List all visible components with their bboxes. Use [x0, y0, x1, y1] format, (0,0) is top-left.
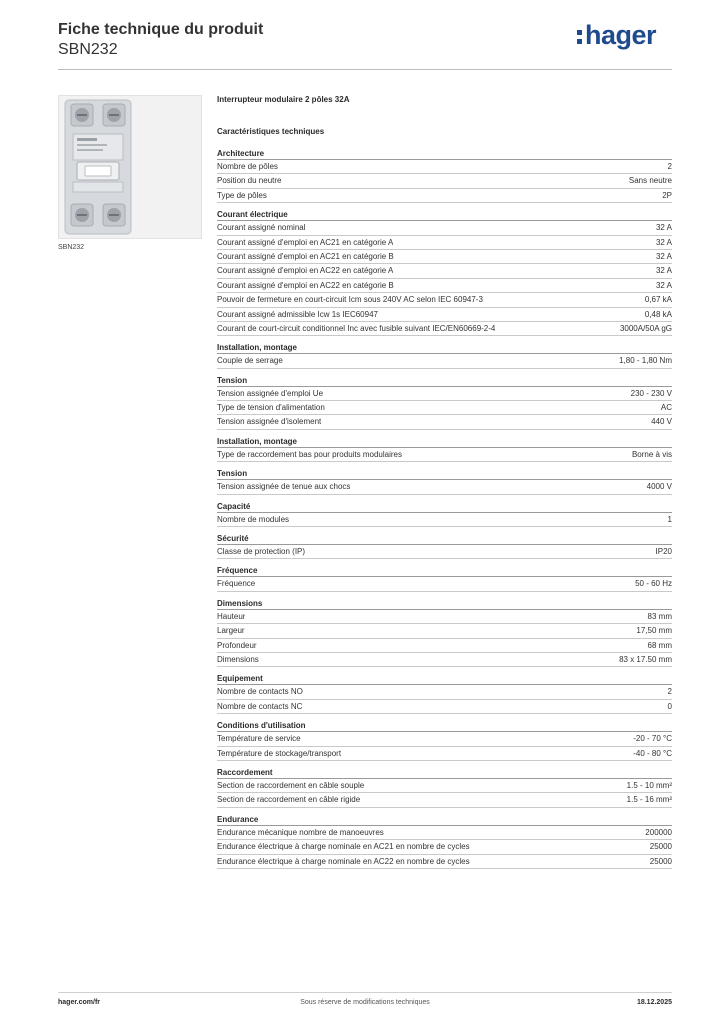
spec-row — [217, 624, 672, 638]
spec-value: 17,50 mm — [636, 626, 672, 636]
spec-value: 1.5 - 10 mm² — [626, 780, 672, 790]
spec-section — [217, 375, 672, 430]
spec-value: 200000 — [645, 827, 672, 837]
section-title: Endurance — [217, 814, 672, 826]
spec-row — [217, 401, 672, 415]
spec-label: Endurance mécanique nombre de manoeuvres — [217, 827, 384, 837]
spec-value: 68 mm — [647, 640, 672, 650]
spec-row — [217, 700, 672, 714]
spec-value: 4000 V — [646, 482, 672, 492]
spec-sections — [217, 148, 672, 869]
spec-value: 50 - 60 Hz — [635, 579, 672, 589]
spec-row — [217, 221, 672, 235]
spec-label: Tension assignée d'isolement — [217, 417, 322, 427]
spec-label: Nombre de modules — [217, 514, 290, 524]
spec-value: 3000A/50A gG — [619, 323, 672, 333]
spec-section — [217, 533, 672, 559]
spec-label: Couple de serrage — [217, 356, 283, 366]
spec-label: Nombre de contacts NC — [217, 701, 303, 711]
spec-label: Tension assignée de tenue aux chocs — [217, 482, 351, 492]
spec-row — [217, 840, 672, 854]
image-caption: SBN232 — [58, 244, 85, 251]
switch-product-icon — [59, 96, 201, 238]
product-name: Interrupteur modulaire 2 pôles 32A — [217, 95, 350, 104]
spec-value: 32 A — [655, 266, 672, 276]
spec-label: Largeur — [217, 626, 245, 636]
logo-wordmark: hager — [584, 20, 656, 50]
spec-value: -40 - 80 °C — [633, 748, 672, 758]
spec-value: 1,80 - 1,80 Nm — [619, 356, 672, 366]
spec-value: 2P — [662, 190, 672, 200]
spec-value: 1.5 - 16 mm² — [626, 795, 672, 805]
spec-row — [217, 189, 672, 203]
spec-row — [217, 779, 672, 793]
spec-row — [217, 250, 672, 264]
footer-date: 18.12.2025 — [636, 999, 672, 1006]
spec-section — [217, 814, 672, 869]
spec-label: Section de raccordement en câble rigide — [217, 795, 361, 805]
spec-value: 0,67 kA — [644, 295, 672, 305]
spec-row — [217, 415, 672, 429]
spec-row — [217, 545, 672, 559]
page-header — [58, 20, 672, 70]
spec-label: Courant assigné d'emploi en AC22 en catégorie B — [217, 280, 394, 290]
characteristics-title: Caractéristiques techniques — [217, 127, 325, 136]
section-title: Installation, montage — [217, 436, 672, 448]
spec-label: Courant assigné d'emploi en AC21 en catégorie A — [217, 237, 394, 247]
spec-value: 32 A — [655, 223, 672, 233]
section-title: Tension — [217, 468, 672, 480]
spec-row — [217, 732, 672, 746]
spec-label: Endurance électrique à charge nominale en AC21 en nombre de cycles — [217, 842, 470, 852]
spec-row — [217, 685, 672, 699]
product-reference: SBN232 — [58, 41, 118, 58]
footer-website: hager.com/fr — [58, 999, 101, 1006]
spec-value: 440 V — [651, 417, 672, 427]
spec-value: 2 — [667, 687, 672, 697]
section-title: Tension — [217, 375, 672, 387]
section-title: Courant électrique — [217, 209, 672, 221]
spec-value: 0,48 kA — [644, 309, 672, 319]
spec-value: 32 A — [655, 280, 672, 290]
spec-row — [217, 513, 672, 527]
spec-label: Dimensions — [217, 654, 259, 664]
page-title: Fiche technique du produit — [58, 21, 264, 38]
spec-row — [217, 236, 672, 250]
section-title: Dimensions — [217, 598, 672, 610]
section-title: Equipement — [217, 673, 672, 685]
spec-value: 83 x 17.50 mm — [619, 654, 672, 664]
spec-label: Courant assigné d'emploi en AC21 en catégorie B — [217, 251, 394, 261]
spec-label: Classe de protection (IP) — [217, 547, 306, 557]
page-footer — [58, 992, 672, 1006]
spec-row — [217, 826, 672, 840]
spec-label: Courant de court-circuit conditionnel Inc avec fusible suivant IEC/EN60669-2-4 — [217, 323, 496, 333]
spec-section — [217, 148, 672, 203]
spec-row — [217, 639, 672, 653]
spec-value: 83 mm — [647, 611, 672, 621]
spec-row — [217, 855, 672, 869]
spec-label: Section de raccordement en câble souple — [217, 780, 365, 790]
spec-label: Type de tension d'alimentation — [217, 403, 325, 413]
spec-row — [217, 610, 672, 624]
spec-section — [217, 565, 672, 591]
footer-disclaimer: Sous réserve de modifications techniques — [300, 999, 430, 1006]
spec-row — [217, 387, 672, 401]
spec-label: Hauteur — [217, 611, 246, 621]
spec-label: Pouvoir de fermeture en court-circuit Icm sous 240V AC selon IEC 60947-3 — [217, 295, 483, 305]
spec-value: 1 — [667, 514, 672, 524]
spec-section — [217, 767, 672, 808]
spec-value: 25000 — [649, 842, 672, 852]
spec-row — [217, 279, 672, 293]
spec-label: Type de raccordement bas pour produits modulaires — [217, 449, 402, 459]
spec-label: Tension assignée d'emploi Ue — [217, 388, 324, 398]
spec-row — [217, 653, 672, 667]
logo-dots-icon — [577, 30, 582, 44]
spec-label: Nombre de pôles — [217, 162, 278, 171]
spec-section — [217, 598, 672, 668]
section-title: Fréquence — [217, 565, 672, 577]
spec-section — [217, 342, 672, 368]
spec-label: Position du neutre — [217, 176, 282, 186]
spec-label: Endurance électrique à charge nominale en AC22 en nombre de cycles — [217, 856, 470, 866]
spec-section — [217, 468, 672, 494]
spec-row — [217, 264, 672, 278]
spec-row — [217, 308, 672, 322]
spec-label: Type de pôles — [217, 190, 267, 200]
spec-value: 25000 — [649, 856, 672, 866]
spec-value: -20 - 70 °C — [633, 734, 672, 744]
spec-value: 0 — [667, 701, 672, 711]
spec-value: 32 A — [655, 237, 672, 247]
section-title: Conditions d'utilisation — [217, 720, 672, 732]
spec-label: Courant assigné d'emploi en AC22 en catégorie A — [217, 266, 394, 276]
spec-value: Sans neutre — [628, 176, 672, 186]
section-title: Installation, montage — [217, 342, 672, 354]
spec-row — [217, 322, 672, 336]
spec-value: Borne à vis — [631, 449, 672, 459]
spec-value: 230 - 230 V — [630, 388, 672, 398]
product-image — [58, 95, 202, 239]
spec-value: 32 A — [655, 251, 672, 261]
spec-row — [217, 448, 672, 462]
spec-label: Température de stockage/transport — [217, 748, 342, 758]
spec-label: Nombre de contacts NO — [217, 687, 303, 697]
spec-row — [217, 354, 672, 368]
section-title: Sécurité — [217, 533, 672, 545]
spec-label: Fréquence — [217, 579, 256, 589]
spec-value: IP20 — [655, 547, 672, 557]
spec-row — [217, 793, 672, 807]
spec-section — [217, 436, 672, 462]
spec-value: AC — [660, 403, 672, 413]
spec-sheet — [217, 94, 672, 875]
spec-label: Courant assigné nominal — [217, 223, 306, 233]
spec-row — [217, 293, 672, 307]
section-title: Capacité — [217, 501, 672, 513]
spec-row — [217, 174, 672, 188]
spec-row — [217, 747, 672, 761]
spec-label: Courant assigné admissible Icw 1s IEC60947 — [217, 309, 378, 319]
spec-row — [217, 160, 672, 174]
spec-value: 2 — [667, 162, 672, 171]
spec-row — [217, 480, 672, 494]
spec-label: Profondeur — [217, 640, 257, 650]
spec-section — [217, 209, 672, 336]
spec-section — [217, 673, 672, 714]
spec-section — [217, 501, 672, 527]
hager-logo — [577, 20, 656, 50]
spec-row — [217, 577, 672, 591]
section-title: Architecture — [217, 148, 672, 160]
spec-label: Température de service — [217, 734, 301, 744]
section-title: Raccordement — [217, 767, 672, 779]
spec-section — [217, 720, 672, 761]
